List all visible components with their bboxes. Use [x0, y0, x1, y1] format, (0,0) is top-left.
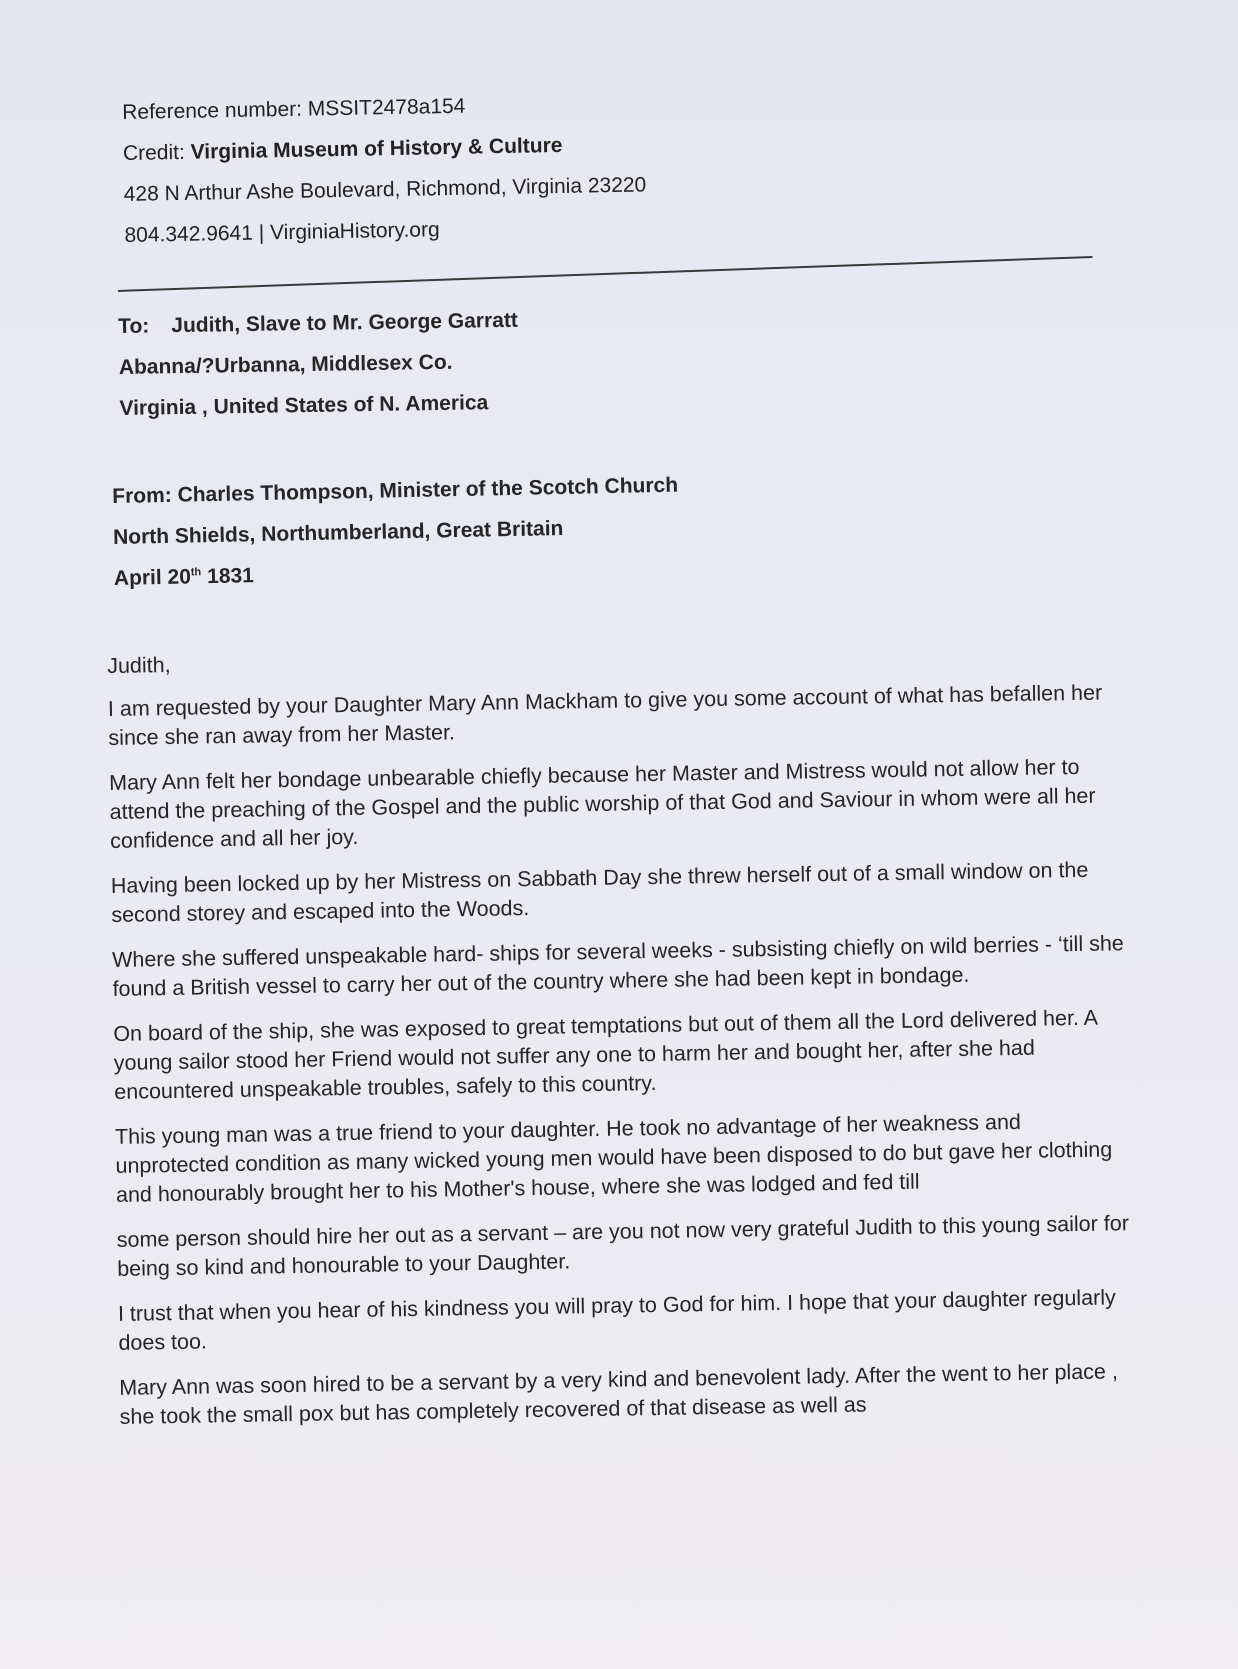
- paragraph: Mary Ann felt her bondage unbearable chiefly because her Master and Mistress would not allow her to attend the preaching of the Gospel and the public worship of that God and Saviour in whom were all her confidence and all her joy.: [108, 754, 1096, 853]
- recipient-line-2: Abanna/?Urbanna, Middlesex Co.: [118, 350, 453, 379]
- paragraph: Where she suffered unspeakable hard- ships for several weeks - subsisting chiefly on wild berries - ‘till she found a British vessel to carry her out of the country where she had been kept in bondage.: [111, 931, 1124, 1001]
- credit-organization: Virginia Museum of History & Culture: [190, 133, 563, 164]
- date-ordinal-suffix: th: [190, 566, 202, 579]
- to-label: To:: [118, 314, 150, 338]
- date-month-day: April 20: [113, 565, 192, 590]
- recipient-block: [118, 303, 820, 437]
- paragraph: Having been locked up by her Mistress on Sabbath Day she threw herself out of a small window on the second storey and escaped into the Woods.: [110, 857, 1089, 927]
- date-year: 1831: [201, 564, 255, 589]
- recipient-name: Judith, Slave to Mr. George Garratt: [171, 308, 519, 338]
- paragraph: Mary Ann was soon hired to be a servant by a very kind and benevolent lady. After the went to her place , she took the small pox but has completely recovered of that disease as well as: [119, 1359, 1119, 1429]
- reference-number: Reference number: MSSIT2478a154: [122, 94, 466, 124]
- paragraph: I trust that when you hear of his kindness you will pray to God for him. I hope that your daughter regularly does too.: [117, 1285, 1116, 1355]
- museum-contact: 804.342.9641 | VirginiaHistory.org: [124, 218, 440, 247]
- paragraph: This young man was a true friend to your daughter. He took no advantage of her weakness and unprotected condition as many wicked young men would have been disposed to do but gave her clothing and honourably brought her to his Mother's house, where she was lodged and fed till: [114, 1109, 1113, 1207]
- paragraph: I am requested by your Daughter Mary Ann Mackham to give you some account of what has befallen her since she ran away from her Master.: [107, 680, 1103, 750]
- sender-line-1: From: Charles Thompson, Minister of the Scotch Church: [112, 473, 679, 508]
- credit-label: Credit:: [122, 140, 191, 165]
- sender-line-2: North Shields, Northumberland, Great Britain: [112, 516, 564, 549]
- museum-address: 428 N Arthur Ashe Boulevard, Richmond, Virginia 23220: [123, 173, 647, 206]
- archive-header: [122, 82, 1085, 264]
- sender-block: [112, 470, 814, 607]
- salutation: Judith,: [107, 652, 171, 678]
- letter-body: [107, 635, 1140, 1448]
- paragraph: some person should hire her out as a servant – are you not now very grateful Judith to this young sailor for being so kind and honourable to your Daughter.: [116, 1211, 1130, 1281]
- paragraph: On board of the ship, she was exposed to great temptations but out of them all the Lord delivered her. A young sailor stood her Friend would not suffer any one to harm her and bought her, after she had encountered unspeakable troubles, safely to this country.: [113, 1005, 1098, 1104]
- recipient-line-3: Virginia , United States of N. America: [119, 391, 489, 420]
